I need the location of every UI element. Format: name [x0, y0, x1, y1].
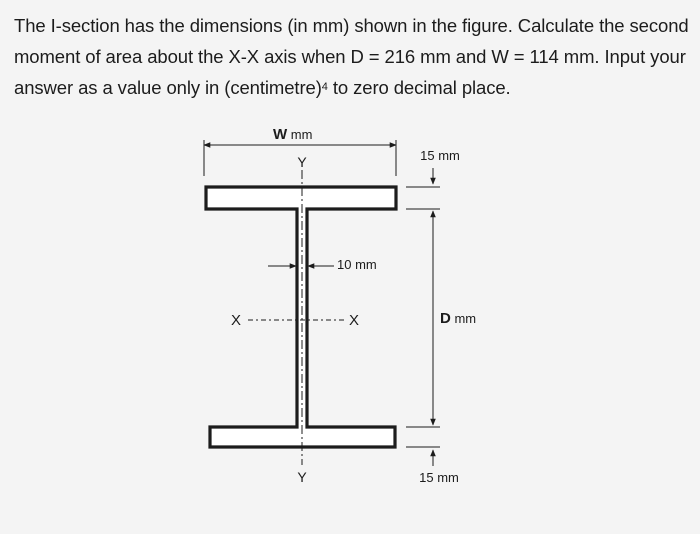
width-label-unit: mm	[287, 127, 313, 142]
question-text-main: The I-section has the dimensions (in mm) shown in the figure. Calculate the second moment of area about the X-X axis when D = 216 mm and W = 114 mm. Input your answer as a value only in (centimetre)	[14, 15, 689, 98]
x-axis-label-left: X	[230, 312, 242, 329]
width-label-symbol: W	[273, 126, 288, 143]
y-axis-label-top: Y	[297, 154, 307, 170]
width-label	[273, 126, 312, 143]
web-thickness-label: 10 mm	[337, 257, 377, 272]
bottom-flange-label: 15 mm	[419, 470, 459, 485]
x-axis-label-right: X	[348, 312, 360, 329]
depth-label	[440, 310, 476, 327]
top-flange-label: 15 mm	[420, 148, 460, 163]
depth-label-unit: mm	[450, 311, 477, 326]
question-text-end: to zero decimal place.	[327, 77, 511, 98]
question-exponent: 4	[321, 81, 328, 93]
y-axis-label-bottom: Y	[297, 469, 307, 485]
depth-label-symbol: D	[440, 310, 451, 327]
